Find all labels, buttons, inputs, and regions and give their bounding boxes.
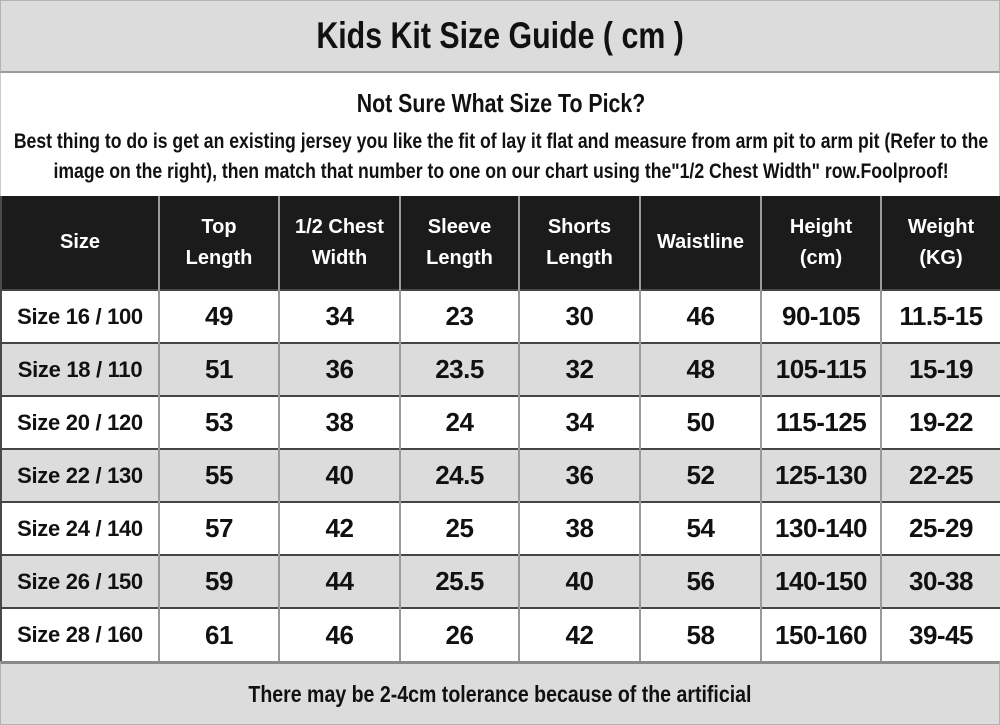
- value-cell: 39-45: [881, 608, 1000, 661]
- value-cell: 59: [159, 555, 279, 608]
- value-cell: 23.5: [400, 343, 519, 396]
- value-cell: 46: [279, 608, 400, 661]
- value-cell: 56: [640, 555, 761, 608]
- value-cell: 54: [640, 502, 761, 555]
- value-cell: 22-25: [881, 449, 1000, 502]
- column-header: Shorts Length: [519, 196, 640, 290]
- size-cell: Size 28 / 160: [1, 608, 159, 661]
- footer-note: There may be 2-4cm tolerance because of the artificial: [248, 680, 752, 707]
- value-cell: 125-130: [761, 449, 881, 502]
- value-cell: 61: [159, 608, 279, 661]
- column-header: Height (cm): [761, 196, 881, 290]
- value-cell: 50: [640, 396, 761, 449]
- value-cell: 42: [519, 608, 640, 661]
- size-cell: Size 24 / 140: [1, 502, 159, 555]
- column-header: Sleeve Length: [400, 196, 519, 290]
- value-cell: 23: [400, 290, 519, 343]
- value-cell: 25: [400, 502, 519, 555]
- value-cell: 30-38: [881, 555, 1000, 608]
- column-header: Weight (KG): [881, 196, 1000, 290]
- value-cell: 150-160: [761, 608, 881, 661]
- size-table: [0, 196, 1000, 661]
- value-cell: 55: [159, 449, 279, 502]
- value-cell: 36: [519, 449, 640, 502]
- size-cell: Size 16 / 100: [1, 290, 159, 343]
- title-bar: [0, 0, 1000, 73]
- value-cell: 11.5-15: [881, 290, 1000, 343]
- value-cell: 24: [400, 396, 519, 449]
- footer-section: [0, 661, 1000, 725]
- value-cell: 105-115: [761, 343, 881, 396]
- value-cell: 25-29: [881, 502, 1000, 555]
- value-cell: 140-150: [761, 555, 881, 608]
- size-cell: Size 26 / 150: [1, 555, 159, 608]
- value-cell: 34: [519, 396, 640, 449]
- table-row: [1, 555, 1000, 608]
- value-cell: 32: [519, 343, 640, 396]
- value-cell: 40: [279, 449, 400, 502]
- table-header-row: [1, 196, 1000, 290]
- value-cell: 57: [159, 502, 279, 555]
- table-row: [1, 449, 1000, 502]
- value-cell: 58: [640, 608, 761, 661]
- value-cell: 25.5: [400, 555, 519, 608]
- value-cell: 90-105: [761, 290, 881, 343]
- value-cell: 51: [159, 343, 279, 396]
- value-cell: 34: [279, 290, 400, 343]
- value-cell: 24.5: [400, 449, 519, 502]
- value-cell: 49: [159, 290, 279, 343]
- value-cell: 130-140: [761, 502, 881, 555]
- value-cell: 38: [279, 396, 400, 449]
- intro-body: Best thing to do is get an existing jersey you like the fit of lay it flat and measure from arm pit to arm pit (Refer to the image on the right), then match that number to one on our chart using the"1/2 Chest Width" row.Foolproof!: [13, 129, 989, 183]
- value-cell: 30: [519, 290, 640, 343]
- value-cell: 115-125: [761, 396, 881, 449]
- value-cell: 44: [279, 555, 400, 608]
- table-row: [1, 343, 1000, 396]
- column-header: Size: [1, 196, 159, 290]
- value-cell: 19-22: [881, 396, 1000, 449]
- intro-section: [0, 73, 1000, 196]
- value-cell: 15-19: [881, 343, 1000, 396]
- value-cell: 36: [279, 343, 400, 396]
- value-cell: 53: [159, 396, 279, 449]
- table-row: [1, 608, 1000, 661]
- value-cell: 40: [519, 555, 640, 608]
- value-cell: 38: [519, 502, 640, 555]
- intro-text-block: [1, 88, 1000, 186]
- column-header: 1/2 Chest Width: [279, 196, 400, 290]
- column-header: Top Length: [159, 196, 279, 290]
- value-cell: 48: [640, 343, 761, 396]
- value-cell: 26: [400, 608, 519, 661]
- page-title: Kids Kit Size Guide ( cm ): [316, 15, 684, 56]
- table-row: [1, 502, 1000, 555]
- table-row: [1, 290, 1000, 343]
- size-cell: Size 18 / 110: [1, 343, 159, 396]
- size-cell: Size 20 / 120: [1, 396, 159, 449]
- value-cell: 52: [640, 449, 761, 502]
- value-cell: 42: [279, 502, 400, 555]
- table-row: [1, 396, 1000, 449]
- intro-heading: Not Sure What Size To Pick?: [356, 88, 646, 118]
- column-header: Waistline: [640, 196, 761, 290]
- value-cell: 46: [640, 290, 761, 343]
- size-cell: Size 22 / 130: [1, 449, 159, 502]
